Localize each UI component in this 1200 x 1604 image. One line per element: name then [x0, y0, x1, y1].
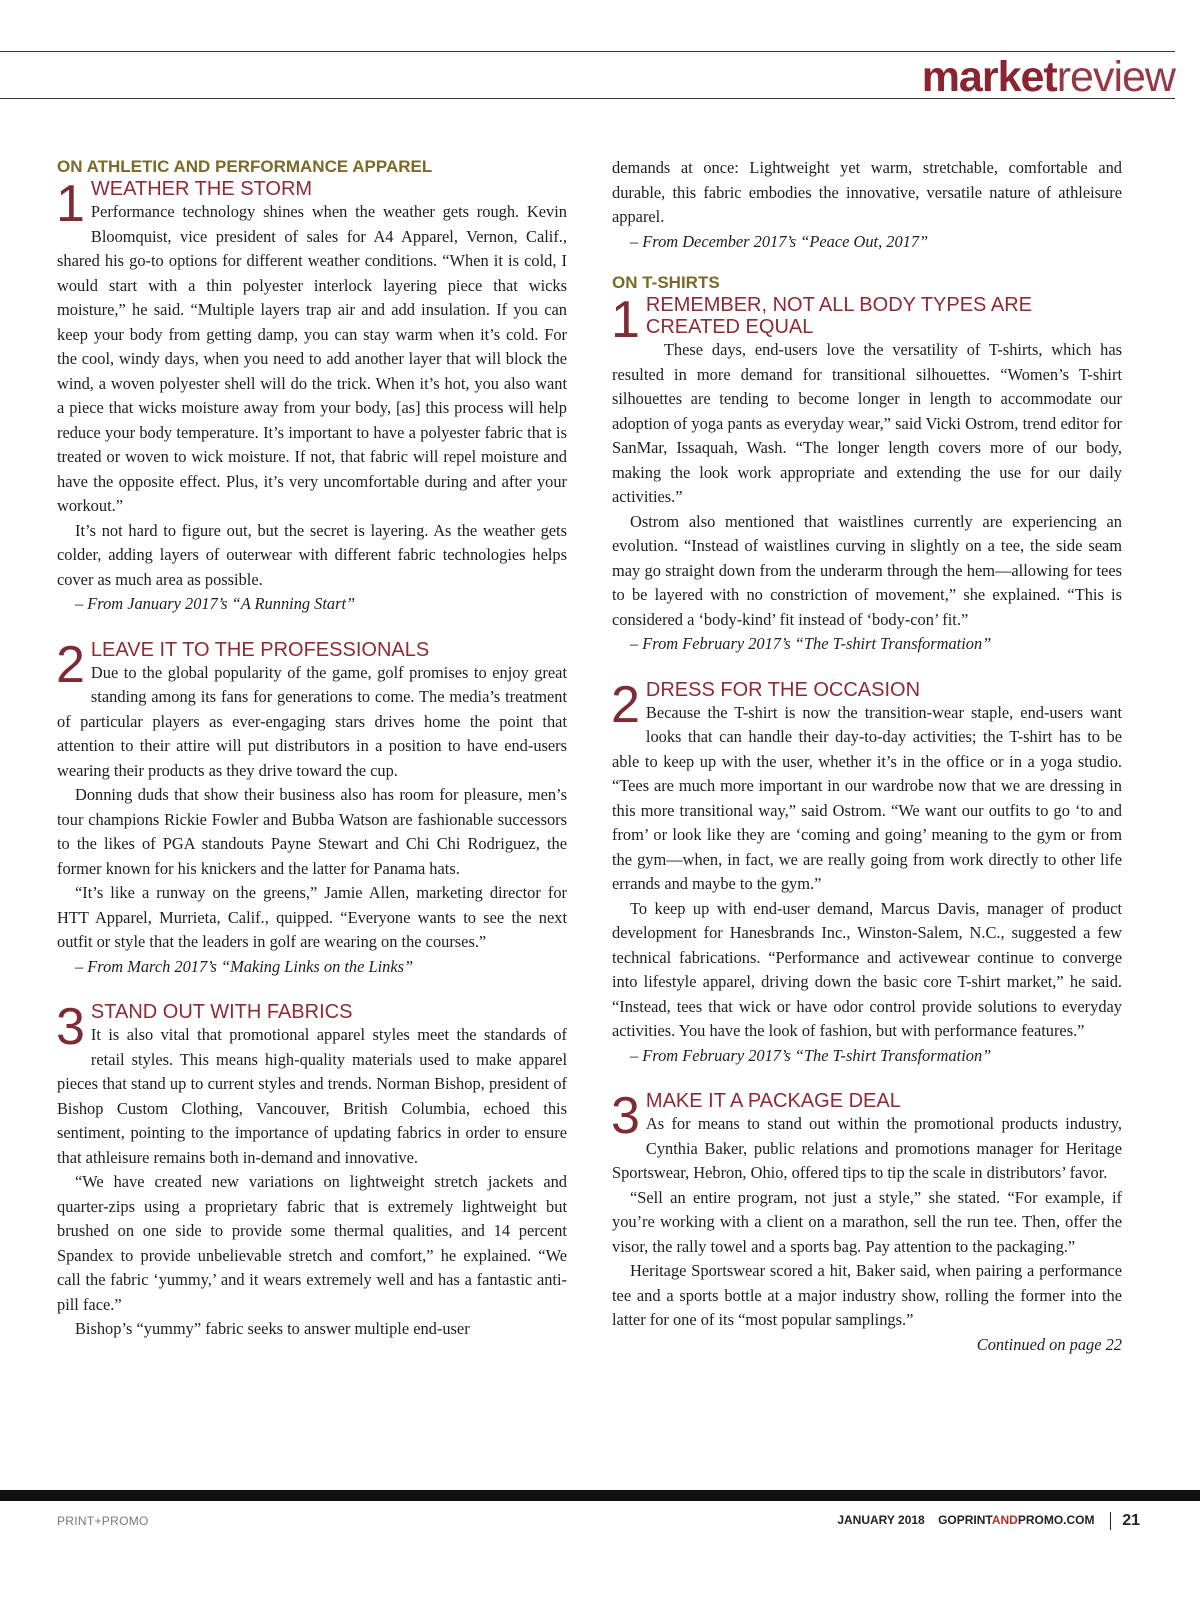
- paragraph: Due to the global popularity of the game, golf promises to enjoy great standing among its fans for generations to come. The media’s treatment of particular players as ever-engaging stars drives home the point that attention to their attire will put distributors in a position to have end-users wearing their products as they drive toward the cup.: [57, 662, 567, 780]
- paragraph: “Sell an entire program, not just a style,” she stated. “For example, if you’re working with a client on a marathon, sell the run tee. Then, offer the visor, the rally towel and a sports bag. Pay attention to the packaging.”: [612, 1187, 1122, 1256]
- item-header: [611, 675, 1122, 734]
- paragraph: Performance technology shines when the weather gets rough. Kevin Bloomquist, vice president of sales for A4 Apparel, Vernon, Calif., shared his go-to options for different weather conditions. “When it is cold, I would start with a thin polyester interlock layering piece that wicks moisture,” he said. “Multiple layers trap air and add insulation. If you can keep your body from getting damp, you can stay warm when it’s cold. For the cool, windy days, when you need to add another layer that will block the wind, a woven polyester shell will do the trick. When it’s hot, you also want a piece that wicks moisture away from your body, [as] this process will help reduce your body temperature. It’s important to have a polyester fabric that is treated or woven to wick moisture. If not, that fabric will repel moisture and have the opposite effect. Plus, it’s very uncomfortable during and after your workout.”: [57, 202, 567, 515]
- continued-note: Continued on page 22: [976, 1334, 1122, 1354]
- section-masthead: [922, 53, 1175, 101]
- footer-publication: PRINT+PROMO: [57, 1514, 149, 1528]
- paragraph: These days, end-users love the versatility of T-shirts, which has resulted in more demand for transitional silhouettes. “Women’s T-shirt silhouettes are tending to become longer in length to accommodate our adoption of yoga pants as everyday wear,” said Vicki Ostrom, trend editor for SanMar, Issaquah, Wash. “The longer length covers more of our body, making the look work appropriate and extending the use for our daily activities.”: [612, 340, 1122, 506]
- item-title: WEATHER THE STORM: [90, 178, 313, 200]
- item-title: STAND OUT WITH FABRICS: [90, 1001, 353, 1023]
- item-header: [611, 1087, 1122, 1145]
- paragraph: “It’s like a runway on the greens,” Jamie Allen, marketing director for HTT Apparel, Murrieta, Calif., quipped. “Everyone wants to see the next outfit or style that the leaders in golf are wearing on the courses.”: [57, 883, 567, 951]
- source-citation: – From December 2017’s “Peace Out, 2017”: [630, 231, 929, 251]
- paragraph: Bishop’s “yummy” fabric seeks to answer multiple end-user: [75, 1319, 470, 1338]
- page-number: 21: [1122, 1512, 1140, 1529]
- article-item: [56, 998, 567, 1342]
- section-heading-tshirts: ON T-SHIRTS: [612, 273, 720, 292]
- paragraph: Ostrom also mentioned that waistlines currently are experiencing an evolution. “Instead of waistlines curving in slightly on a tee, the side seam may go straight down from the underarm through the hem—allowing for tees to be layered with no constriction of movement,” she explained. “This is considered a ‘body-kind’ fit instead of ‘body-con’ fit.”: [612, 511, 1122, 629]
- item-title: DRESS FOR THE OCCASION: [645, 678, 921, 701]
- paragraph: As for means to stand out within the promotional products industry, Cynthia Baker, public relations and promotions manager for Heritage Sportswear, Hebron, Ohio, offered tips to tip the scale in distributors’ favor.: [612, 1114, 1122, 1182]
- article-item: [611, 291, 1122, 657]
- source-citation: – From February 2017’s “The T-shirt Transformation”: [630, 634, 992, 653]
- item-header: [56, 998, 567, 1056]
- item-number: 3: [611, 1087, 640, 1145]
- item-number: 1: [611, 291, 640, 349]
- source-citation: – From February 2017’s “The T-shirt Transformation”: [630, 1045, 992, 1065]
- paragraph: “We have created new variations on lightweight stretch jackets and quarter-zips using a proprietary fabric that is extremely lightweight but brushed on one side to provide some thermal qualities, and 14 percent Spandex to provide unbelievable stretch and comfort,” he explained. “We call the fabric ‘yummy,’ and it wears extremely well and has a fantastic anti-pill face.”: [57, 1172, 567, 1314]
- header-rule: [0, 98, 1175, 99]
- item-header: [56, 175, 567, 233]
- item-number: 3: [56, 998, 85, 1056]
- section-heading-athletic: ON ATHLETIC AND PERFORMANCE APPAREL: [57, 157, 433, 176]
- footer-info: [837, 1512, 1140, 1530]
- footer-site-accent: AND: [991, 1513, 1018, 1528]
- article-item: [56, 635, 567, 980]
- article-item: [56, 175, 567, 617]
- item-number: 2: [611, 675, 640, 734]
- paragraph: Because the T-shirt is now the transition-wear staple, end-users want looks that can handle their day-to-day activities; the T-shirt has to be able to keep up with the user, whether it’s in the office or in a yoga studio. “Tees are much more important in our wardrobe now that we are dressing in this more transitional way,” said Ostrom. “We want our outfits to go ‘to and from’ or look like they are ‘coming and going’ meaning to the gym or from the gym—when, in fact, we are really going from work directly to other life errands and maybe to the gym.”: [612, 702, 1122, 893]
- item-header: [611, 291, 1122, 349]
- item-title: LEAVE IT TO THE PROFESSIONALS: [90, 638, 430, 661]
- article-item: [611, 1087, 1122, 1357]
- item-title: REMEMBER, NOT ALL BODY TYPES ARE CREATED EQUAL: [645, 294, 1032, 338]
- paragraph-continued: demands at once: Lightweight yet warm, stretchable, comfortable and durable, this fabric embodies the innovative, versatile nature of athleisure apparel.: [612, 158, 1122, 226]
- footer-bar: [0, 1490, 1200, 1501]
- left-column: [57, 156, 567, 1342]
- source-citation: – From March 2017’s “Making Links on the Links”: [75, 956, 414, 976]
- masthead-bold: market: [921, 53, 1057, 101]
- footer-date: JANUARY 2018: [837, 1513, 925, 1528]
- paragraph: To keep up with end-user demand, Marcus Davis, manager of product development for Hanesbrands Inc., Winston-Salem, N.C., suggested a few technical fabrications. “Performance and activewear continue to converge into lifestyle apparel, driving down the basic core T-shirt market,” he said. “Instead, tees that wick or have odor control provide solutions to everyday activities. You have the look of fashion, but with performance features.”: [612, 898, 1122, 1040]
- footer-divider: [1110, 1512, 1111, 1530]
- footer-website: [938, 1513, 1094, 1527]
- paragraph: Heritage Sportswear scored a hit, Baker said, when pairing a performance tee and a sports bottle at a major industry show, rolling the former into the latter for one of its “most popular samplings.”: [612, 1261, 1122, 1329]
- article-item: [611, 675, 1122, 1069]
- right-column: [612, 156, 1122, 1357]
- item-header: [56, 635, 567, 694]
- paragraph: It’s not hard to figure out, but the secret is layering. As the weather gets colder, adding layers of outerwear with different fabric technologies helps cover as much area as possible.: [57, 520, 567, 589]
- item-title: MAKE IT A PACKAGE DEAL: [645, 1090, 901, 1112]
- masthead-light: review: [1056, 53, 1175, 101]
- paragraph: It is also vital that promotional apparel styles meet the standards of retail styles. This means high-quality materials used to make apparel pieces that stand up to current styles and trends. Norman Bishop, president of Bishop Custom Clothing, Vancouver, British Columbia, echoed this sentiment, pointing to the importance of updating fabrics in order to ensure that athleisure remains both in-demand and innovative.: [57, 1025, 567, 1167]
- footer-site-part: GOPRINT: [938, 1513, 992, 1528]
- paragraph: Donning duds that show their business also has room for pleasure, men’s tour champions Rickie Fowler and Bubba Watson are fashionable successors to the likes of PGA standouts Payne Stewart and Chi Chi Rodriguez, the former known for his knickers and the latter for Panama hats.: [57, 785, 567, 878]
- footer-site-part: PROMO.COM: [1017, 1513, 1095, 1528]
- item-number: 2: [56, 635, 85, 694]
- top-rule: [0, 51, 1175, 52]
- item-number: 1: [56, 175, 85, 233]
- source-citation: – From January 2017’s “A Running Start”: [75, 594, 356, 613]
